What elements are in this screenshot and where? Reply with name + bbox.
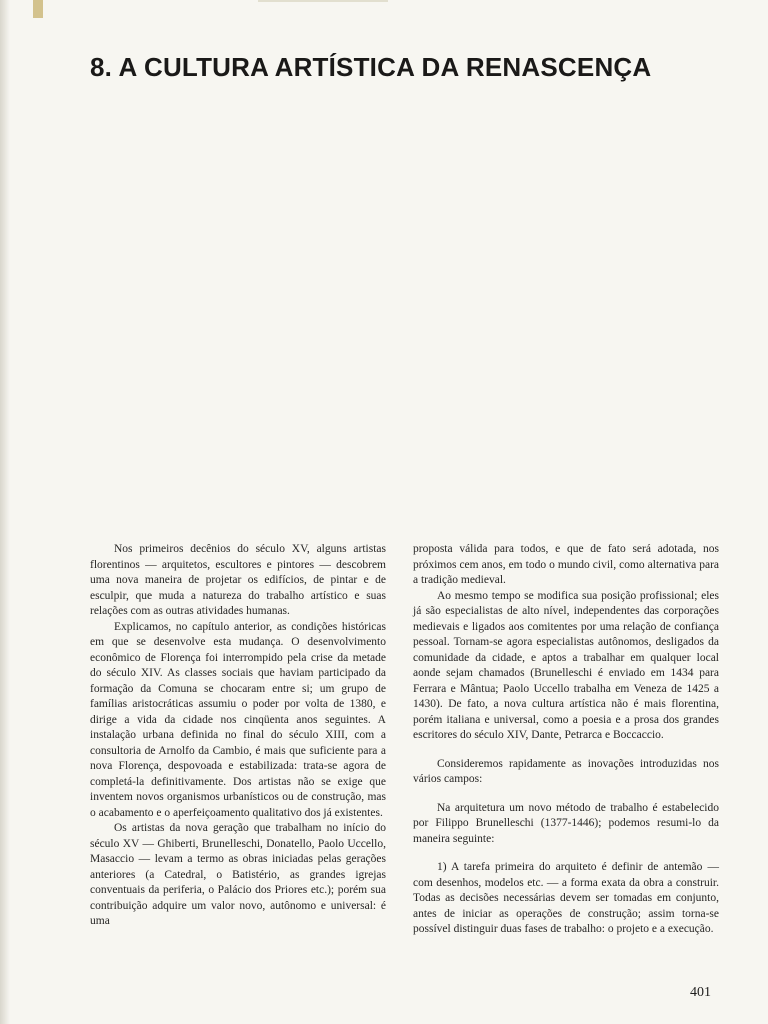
paragraph: Na arquitetura um novo método de trabalho é estabelecido por Filippo Brunelleschi (1377-1446); podemos resumi-lo da maneira seguinte: [413,801,719,845]
paragraph: Consideremos rapidamente as inovações introduzidas nos vários campos: [413,757,719,785]
paragraph: Explicamos, no capítulo anterior, as condições históricas em que se desenvolve esta mudança. O desenvolvimento econômico de Florença foi interrompido pela crise da metade do século XIV. As classes sociais que haviam participado da formação da Comuna se chocaram entre si; um grupo de famílias aristocráticas assumiu o poder por volta de 1380, e dirige a vida da cidade nos cinqüenta anos seguintes. A instalação urbana definida no final do século XIII, com a consultoria de Arnolfo da Cambio, é mais que suficiente para a nova Florença, despovoada e estabilizada: trata-se agora de completá-la definitivamente. Dos artistas não se exige que inventem novos organismos urbanísticos ou de construção, mas o acabamento e o aperfeiçoamento qualitativo dos já existentes. [90,620,386,819]
page-number: 401 [690,985,711,1000]
paragraph: Os artistas da nova geração que trabalham no início do século XV — Ghiberti, Brunelleschi, Donatello, Paolo Uccello, Masaccio — levam a termo as obras iniciadas pelas gerações anteriores (a Catedral, o Batistério, as grandes igrejas conventuais da periferia, o Palácio dos Priores etc.); porém sua contribuição adquire um valor novo, autônomo e universal: é uma [90,822,386,927]
chapter-title: 8. A CULTURA ARTÍSTICA DA RENASCENÇA [90,52,652,82]
left-text-column [90,542,386,930]
right-text-column [413,542,719,938]
paper-tab-mark [33,0,43,18]
paragraph: Nos primeiros decênios do século XV, alguns artistas florentinos — arquitetos, escultores e pintores — descobrem uma nova maneira de projetar os edifícios, de pintar e de esculpir, que muda a natureza do trabalho artístico e suas relações com as outras atividades humanas. [90,543,386,617]
paragraph: 1) A tarefa primeira do arquiteto é definir de antemão — com desenhos, modelos etc. — a forma exata da obra a construir. Todas as decisões necessárias devem ser tomadas em conjunto, antes de iniciar as operações de construção; assim torna-se possível distinguir duas fases de trabalho: o projeto e a execução. [413,861,719,935]
paragraph: Ao mesmo tempo se modifica sua posição profissional; eles já são especialistas de alto nível, independentes das corporações medievais e ligados aos comitentes por uma relação de confiança pessoal. Tornam-se agora especialistas autônomos, desligados da comunidade da cidade, e aptos a trabalhar em qualquer local aonde sejam chamados (Brunelleschi é enviado em 1434 para Ferrara e Mântua; Paolo Uccello trabalha em Veneza de 1425 a 1430). De fato, a nova cultura artística não é mais florentina, porém italiana e universal, como a poesia e a prosa dos grandes escritores do século XIV, Dante, Petrarca e Boccaccio. [413,589,719,741]
scan-artifact-line [258,0,388,2]
page-edge-shadow [0,0,10,1024]
paragraph: proposta válida para todos, e que de fato será adotada, nos próximos cem anos, em todo o mundo civil, como alternativa para a tradição medieval. [413,543,719,586]
